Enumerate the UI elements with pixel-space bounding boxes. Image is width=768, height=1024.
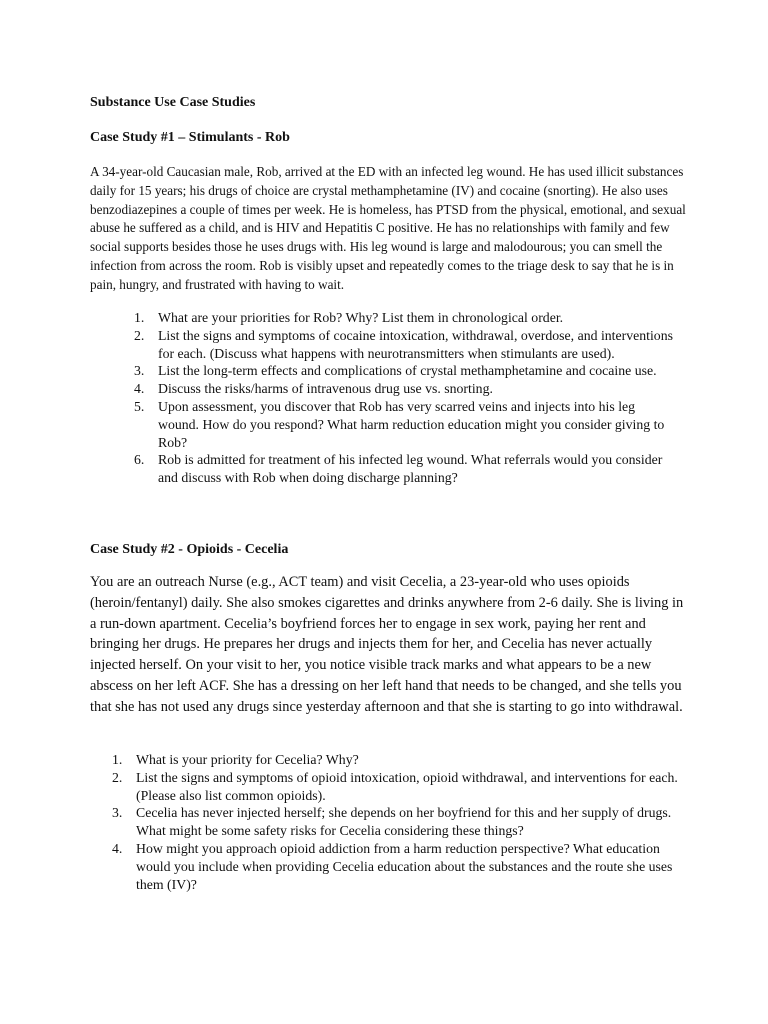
question-text: Rob is admitted for treatment of his infected leg wound. What referrals would you consider and discuss with Rob when doing discharge planning?	[158, 452, 663, 486]
question-number: 4.	[134, 381, 145, 397]
question-item	[134, 362, 674, 380]
case-study-1-questions	[134, 309, 674, 487]
question-text: How might you approach opioid addiction from a harm reduction perspective? What education would you include when providing Cecelia education about the substances and the route she uses them (IV)?	[136, 840, 673, 892]
question-text: List the long-term effects and complications of crystal methamphetamine and cocaine use.	[158, 363, 657, 379]
question-text: List the signs and symptoms of cocaine intoxication, withdrawal, overdose, and interventions for each. (Discuss what happens with neurotransmitters when stimulants are used).	[158, 327, 673, 361]
question-text: List the signs and symptoms of opioid intoxication, opioid withdrawal, and interventions for each. (Please also list common opioids).	[136, 769, 678, 803]
question-item	[112, 769, 682, 805]
question-text: What are your priorities for Rob? Why? List them in chronological order.	[158, 310, 564, 325]
question-text: Cecelia has never injected herself; she depends on her boyfriend for this and her supply of drugs. What might be some safety risks for Cecelia considering these things?	[136, 805, 672, 839]
question-number: 4.	[112, 840, 123, 856]
question-item	[112, 840, 682, 893]
question-text: Discuss the risks/harms of intravenous drug use vs. snorting.	[158, 381, 493, 397]
question-number: 6.	[134, 452, 145, 468]
question-item	[134, 451, 674, 487]
question-item	[134, 327, 674, 363]
question-item	[112, 804, 682, 840]
question-item	[134, 309, 674, 327]
question-item	[112, 751, 682, 769]
question-number: 5.	[134, 398, 145, 414]
case-study-2-paragraph: You are an outreach Nurse (e.g., ACT team) and visit Cecelia, a 23-year-old who uses opioids (heroin/fentanyl) daily. She also smokes cigarettes and drinks anywhere from 2-6 daily. She is living in a run-down apartment. Cecelia’s boyfriend forces her to engage in sex work, paying her rent and bringing her drugs. He prepares her drugs and injects them for her, and Cecelia has never actually injected herself. On your visit to her, you notice visible track marks and what appears to be a new abscess on her left ACF. She has a dressing on her left hand that needs to be changed, and she tells you that she has not used any drugs since yesterday afternoon and that she is starting to go into withdrawal.	[90, 574, 684, 715]
case-study-1-paragraph: A 34-year-old Caucasian male, Rob, arrived at the ED with an infected leg wound. He has used illicit substances daily for 15 years; his drugs of choice are crystal methamphetamine (IV) and cocaine (snorting). He also uses benzodiazepines a couple of times per week. He is homeless, has PTSD from the physical, emotional, and sexual abuse he suffered as a child, and is HIV and Hepatitis C positive. He has no relationships with family and few social supports besides those he uses drugs with. His leg wound is large and malodourous; you can smell the infection from across the room. Rob is visibly upset and repeatedly comes to the triage desk to say that he is in pain, hungry, and frustrated with having to wait.	[90, 164, 686, 292]
question-number: 3.	[134, 363, 145, 379]
case-study-1-heading: Case Study #1 – Stimulants - Rob	[90, 130, 290, 145]
case-study-2-heading: Case Study #2 - Opioids - Cecelia	[90, 542, 289, 557]
document-title: Substance Use Case Studies	[90, 95, 256, 110]
question-number: 1.	[134, 310, 145, 325]
question-number: 3.	[112, 805, 123, 821]
question-text: Upon assessment, you discover that Rob has very scarred veins and injects into his leg wound. How do you respond? What harm reduction education might you consider giving to Rob?	[158, 398, 665, 450]
question-number: 1.	[112, 752, 123, 767]
question-item	[134, 398, 674, 451]
question-number: 2.	[134, 327, 145, 343]
question-number: 2.	[112, 769, 123, 785]
question-text: What is your priority for Cecelia? Why?	[136, 752, 359, 767]
case-study-2-questions	[112, 751, 682, 893]
question-item	[134, 380, 674, 398]
